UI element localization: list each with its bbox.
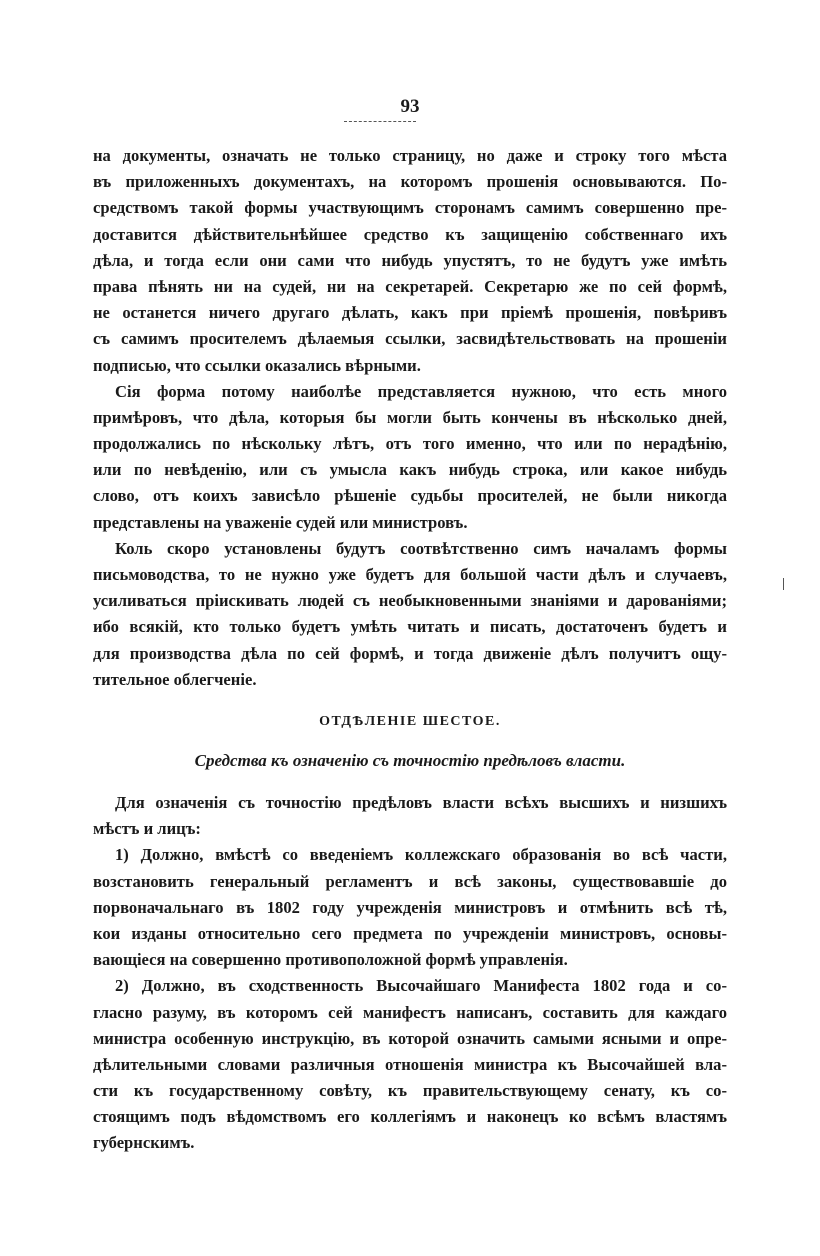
text-line: дѣлительными словами различныя отношенія министра къ Высочайшей вла-	[93, 1054, 727, 1074]
text-line: доставится дѣйствительнѣйшее средство къ защищенію собственнаго ихъ	[93, 224, 727, 244]
text-line: Сія форма потому наиболѣе представляется нужною, что есть много	[115, 381, 727, 401]
text-line: кои изданы относительно сего предмета по учрежденіи министровъ, основы-	[93, 923, 727, 943]
text-line: слово, отъ коихъ зависѣло рѣшеніе судьбы просителей, не были никогда	[93, 486, 727, 506]
text-line: губернскимъ.	[93, 1133, 195, 1153]
paragraph	[93, 379, 727, 536]
text-line: дѣла, и тогда если они сами что нибудь упустятъ, то не будутъ уже имѣть	[93, 250, 727, 270]
text-line: сти къ государственному совѣту, къ правительствующему сенату, къ со-	[93, 1081, 727, 1101]
text-line: Для означенія съ точностію предѣловъ власти всѣхъ высшихъ и низшихъ	[115, 793, 727, 812]
text-line: для производства дѣла по сей формѣ, и тогда движеніе дѣлъ получитъ ощу-	[93, 643, 727, 663]
paragraph	[93, 536, 727, 693]
text-line: представлены на уваженіе судей или министровъ.	[93, 512, 468, 532]
text-line: мѣстъ и лицъ:	[93, 819, 201, 839]
text-line: средствомъ такой формы участвующимъ сторонамъ самимъ совершенно пре-	[93, 198, 727, 218]
text-line: письмоводства, то не нужно уже будетъ для большой части дѣлъ и случаевъ,	[93, 565, 727, 584]
text-line: не останется ничего другаго дѣлать, какъ при пріемѣ прошенія, повѣривъ	[93, 303, 727, 323]
paragraph	[93, 143, 727, 379]
text-line: Коль скоро установлены будутъ соотвѣтственно симъ началамъ формы	[115, 538, 727, 558]
text-line: порвоначальнаго въ 1802 году учрежденія министровъ и отмѣнить всѣ тѣ,	[93, 897, 727, 917]
section-one-text	[93, 143, 727, 693]
text-line: возстановить генеральный регламентъ и всѣ законы, существовавшіе до	[93, 871, 727, 891]
page-number-rule	[344, 121, 416, 122]
text-line: на документы, означать не только страницу, но даже и строку того мѣста	[93, 146, 727, 165]
text-line: примѣровъ, что дѣла, которыя бы могли быть кончены въ нѣсколько дней,	[93, 407, 727, 427]
text-line: продолжались по нѣскольку лѣтъ, отъ того именно, что или по нерадѣнію,	[93, 434, 727, 454]
section-heading: ОТДѢЛЕНІЕ ШЕСТОЕ.	[319, 714, 501, 729]
text-line: права пѣнять ни на судей, ни на секретарей. Секретарю же по сей формѣ,	[93, 276, 727, 296]
text-line: съ самимъ просителемъ дѣлаемыя ссылки, засвидѣтельствовать на прошеніи	[93, 329, 727, 349]
scan-mark	[783, 578, 784, 590]
section-two-text	[93, 790, 727, 1157]
text-line: 1) Должно, вмѣстѣ со введеніемъ коллежскаго образованія во всѣ части,	[115, 845, 727, 865]
page-number: 93	[400, 96, 420, 117]
text-line: или по невѣденію, или съ умысла какъ нибудь строка, или какое нибудь	[93, 460, 727, 480]
paragraph	[93, 790, 727, 842]
paragraph	[93, 973, 727, 1156]
paragraph	[93, 842, 727, 973]
text-line: 2) Должно, въ сходственность Высочайшаго Манифеста 1802 года и со-	[115, 976, 727, 996]
text-line: подписью, что ссылки оказались вѣрными.	[93, 355, 421, 375]
text-line: тительное облегченіе.	[93, 669, 257, 689]
text-line: вающіеся на совершенно противоположной формѣ управленія.	[93, 950, 568, 970]
text-line: въ приложенныхъ документахъ, на которомъ прошенія основываются. По-	[93, 172, 727, 192]
text-line: министра особенную инструкцію, въ которой означить самыми ясными и опре-	[93, 1028, 727, 1048]
text-line: ибо всякій, кто только будетъ умѣть читать и писать, достаточенъ будетъ и	[93, 617, 727, 637]
text-line: стоящимъ подъ вѣдомствомъ его коллегіямъ и наконецъ ко всѣмъ властямъ	[93, 1107, 727, 1127]
section-subtitle: Средства къ означенію съ точностію предѣловъ власти.	[194, 751, 626, 770]
text-line: усиливаться пріискивать людей съ необыкновенными знаніями и дарованіями;	[93, 591, 727, 611]
text-line: гласно разуму, въ которомъ сей манифестъ написанъ, составить для каждаго	[93, 1002, 727, 1022]
